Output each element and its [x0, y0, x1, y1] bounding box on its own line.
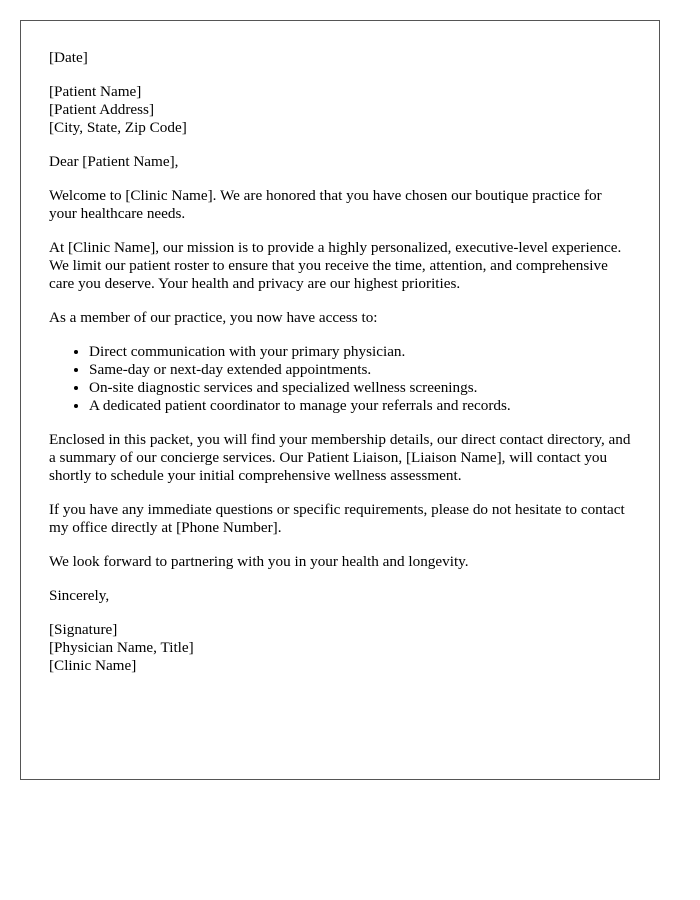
benefit-item: • A dedicated patient coordinator to manage your referrals and records.	[89, 397, 631, 415]
welcome-paragraph: Welcome to [Clinic Name]. We are honored that you have chosen our boutique practice for your healthcare needs.	[49, 187, 602, 222]
recipient-name: [Patient Name]	[49, 83, 142, 100]
enclosed-paragraph: Enclosed in this packet, you will find your membership details, our direct contact directory, and a summary of our concierge services. Our Patient Liaison, [Liaison Name], will contact you shortly to schedule your initial comprehensive wellness assessment.	[49, 431, 631, 484]
physician-name-title: [Physician Name, Title]	[49, 639, 194, 656]
questions-paragraph: If you have any immediate questions or specific requirements, please do not hesitate to contact my office directly at [Phone Number].	[49, 501, 625, 536]
mission-paragraph: At [Clinic Name], our mission is to provide a highly personalized, executive-level experience. We limit our patient roster to ensure that you receive the time, attention, and comprehensive care you deserve. Your health and privacy are our highest priorities.	[49, 239, 622, 292]
access-intro-paragraph: As a member of our practice, you now have access to:	[49, 309, 378, 326]
benefit-item: • Direct communication with your primary physician.	[89, 343, 631, 361]
clinic-name: [Clinic Name]	[49, 657, 137, 674]
closing-note-paragraph: We look forward to partnering with you in your health and longevity.	[49, 553, 469, 570]
sign-off: Sincerely,	[49, 587, 110, 604]
letter-date: [Date]	[49, 49, 88, 66]
benefit-item: • On-site diagnostic services and specialized wellness screenings.	[89, 379, 631, 397]
recipient-address-block	[49, 83, 631, 137]
signature-block	[49, 621, 631, 675]
benefit-item: • Same-day or next-day extended appointments.	[89, 361, 631, 379]
salutation: Dear [Patient Name],	[49, 153, 179, 170]
recipient-street-address: [Patient Address]	[49, 101, 155, 118]
benefits-list	[49, 343, 631, 415]
signature-placeholder: [Signature]	[49, 621, 118, 638]
letter-page	[20, 20, 660, 780]
recipient-city-state-zip: [City, State, Zip Code]	[49, 119, 187, 136]
